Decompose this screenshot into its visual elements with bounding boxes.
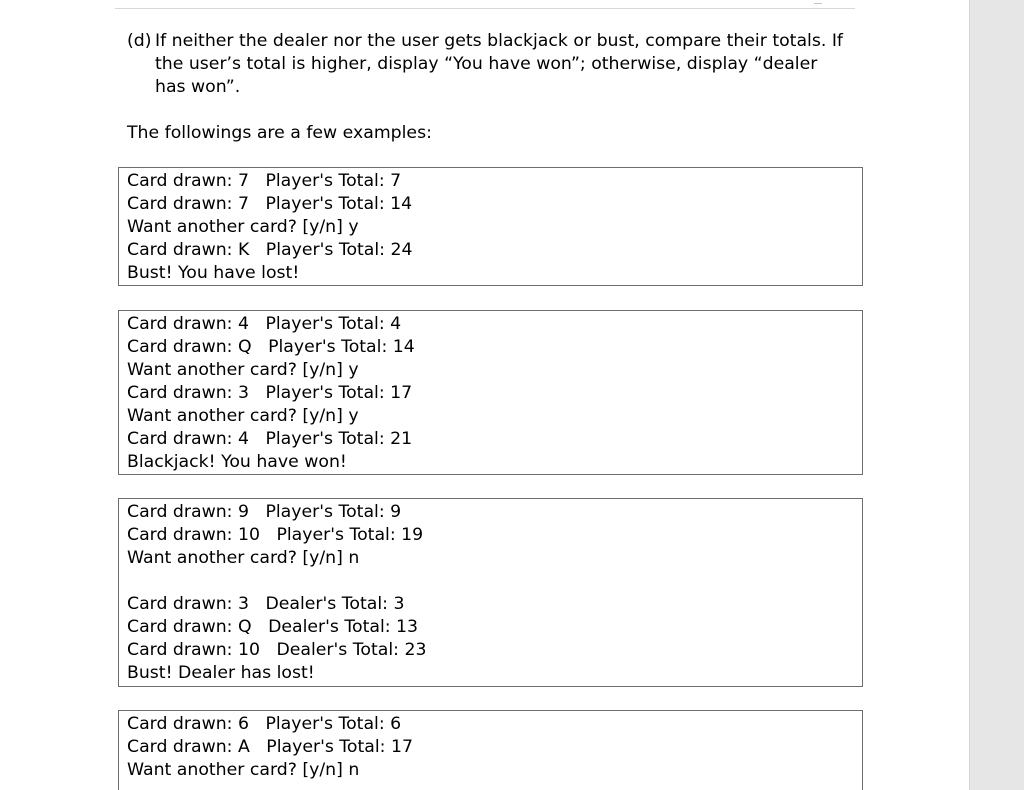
example-line: Card drawn: 7 Player's Total: 14 xyxy=(127,194,413,214)
example-blank-line xyxy=(127,570,854,593)
example-line: Card drawn: 9 Player's Total: 9 xyxy=(127,502,402,522)
viewer-side-panel-edge xyxy=(969,0,970,790)
example-line: Card drawn: 10 Dealer's Total: 23 xyxy=(127,640,427,660)
example-line: Want another card? [y/n] n xyxy=(127,548,360,568)
example-line: Want another card? [y/n] y xyxy=(127,406,359,426)
example-line: Card drawn: K Player's Total: 24 xyxy=(127,240,413,260)
page-top-rule xyxy=(115,8,855,9)
example-box-3 xyxy=(118,498,863,687)
instruction-d-marker: (d) xyxy=(127,31,152,51)
example-line: Card drawn: 10 Player's Total: 19 xyxy=(127,525,424,545)
example-line: Bust! Dealer has lost! xyxy=(127,663,315,683)
example-line: Card drawn: 6 Player's Total: 6 xyxy=(127,714,402,734)
example-line: Card drawn: Q Dealer's Total: 13 xyxy=(127,617,419,637)
example-line: Card drawn: A Player's Total: 17 xyxy=(127,737,413,757)
example-line: Card drawn: 3 Player's Total: 17 xyxy=(127,383,413,403)
example-line: Card drawn: 3 Dealer's Total: 3 xyxy=(127,594,405,614)
example-line: Card drawn: 4 Player's Total: 4 xyxy=(127,314,402,334)
example-line: Card drawn: Q Player's Total: 14 xyxy=(127,337,415,357)
examples-intro: The followings are a few examples: xyxy=(127,123,432,143)
example-box-1 xyxy=(118,167,863,286)
example-line: Want another card? [y/n] y xyxy=(127,217,359,237)
example-line: Card drawn: 7 Player's Total: 7 xyxy=(127,171,402,191)
example-line: Want another card? [y/n] n xyxy=(127,760,360,780)
example-box-4 xyxy=(118,710,863,790)
example-line: Card drawn: 4 Player's Total: 21 xyxy=(127,429,413,449)
example-line: Bust! You have lost! xyxy=(127,263,300,283)
example-line: Want another card? [y/n] y xyxy=(127,360,359,380)
page-corner-mark xyxy=(814,0,822,4)
instruction-d-paragraph xyxy=(127,30,847,99)
example-box-2 xyxy=(118,310,863,475)
example-line: Blackjack! You have won! xyxy=(127,452,347,472)
instruction-d-text: If neither the dealer nor the user gets blackjack or bust, compare their totals. If the user’s total is higher, display “You have won”; otherwise, display “dealer has won”. xyxy=(155,31,844,97)
